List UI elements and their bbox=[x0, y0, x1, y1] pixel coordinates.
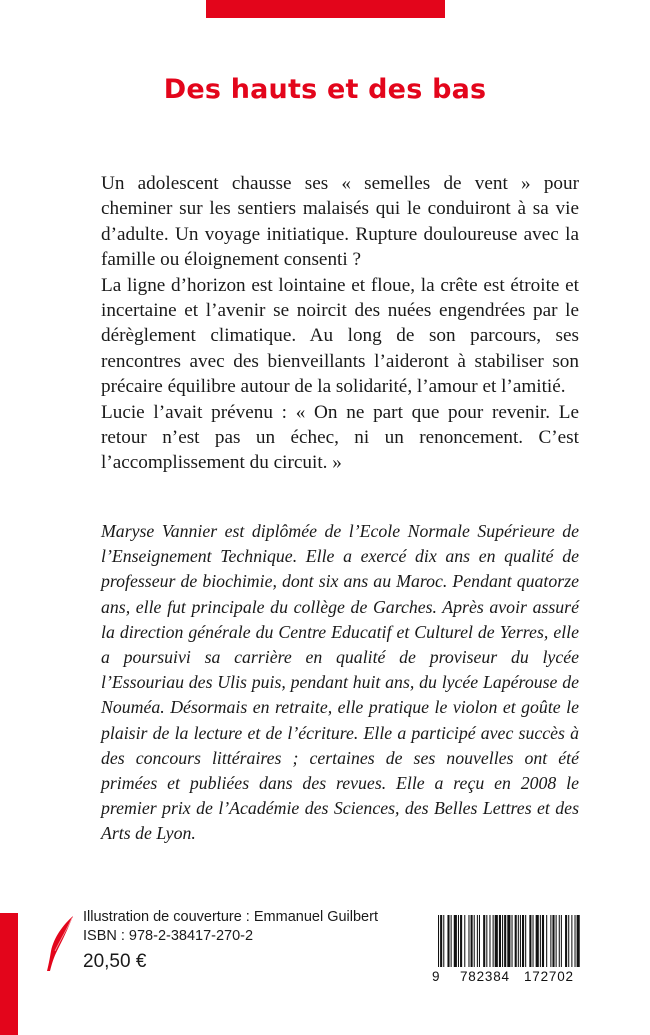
barcode-bars bbox=[424, 913, 586, 973]
barcode-right-group: 172702 bbox=[524, 969, 574, 984]
publication-credits bbox=[83, 908, 378, 975]
bottom-left-accent-bar bbox=[0, 913, 18, 1035]
summary-paragraph-2: La ligne d’horizon est lointaine et floue, la crête est étroite et incertaine et l’avenir se noircit des nuées engendrées par le dérèglement climatique. Au long de son parcours, ses rencontres avec des bienveillants l’aideront à stabiliser son précaire équilibre autour de la solidarité, l’amour et l’amitié. bbox=[101, 274, 579, 398]
feather-quill-icon bbox=[45, 915, 75, 973]
isbn-label: ISBN : 978-2-38417-270-2 bbox=[83, 928, 254, 944]
price-label: 20,50 € bbox=[83, 951, 147, 972]
illustration-credit: Illustration de couverture : Emmanuel Guilbert bbox=[83, 909, 378, 925]
barcode-left-group: 782384 bbox=[460, 969, 510, 984]
summary-paragraph-3: Lucie l’avait prévenu : « On ne part que pour revenir. Le retour n’est pas un échec, ni un renoncement. C’est l’accomplissement du circuit. » bbox=[101, 401, 579, 474]
top-accent-bar bbox=[206, 0, 445, 18]
author-bio bbox=[101, 519, 579, 847]
author-bio-text: Maryse Vannier est diplômée de l’Ecole Normale Supérieure de l’Enseignement Technique. Elle a exercé dix ans en qualité de professeur de biochimie, dont six ans au Maroc. Pendant quatorze ans, elle fut principale du collège de Garches. Après avoir assuré la direction générale du Centre Educatif et Culturel de Yerres, elle a poursuivi sa carrière en qualité de proviseur du lycée l’Essouriau des Ulis puis, pendant huit ans, du lycée Lapérouse de Nouméa. Désormais en retraite, elle pratique le violon et goûte le plaisir de la lecture et de l’écriture. Elle a participé avec succès à des concours littéraires ; certaines de ses nouvelles ont été primées et publiées dans des revues. Elle a reçu en 2008 le premier prix de l’Académie des Sciences, des Belles Lettres et des Arts de Lyon. bbox=[101, 521, 579, 844]
book-title: Des hauts et des bas bbox=[163, 74, 487, 105]
summary-text bbox=[101, 171, 579, 476]
barcode-first-digit: 9 bbox=[432, 969, 440, 984]
summary-paragraph-1: Un adolescent chausse ses « semelles de vent » pour cheminer sur les sentiers malaisés qui le conduiront à sa vie d’adulte. Un voyage initiatique. Rupture douloureuse avec la famille ou éloignement consenti ? bbox=[101, 173, 579, 271]
isbn-barcode bbox=[424, 913, 586, 995]
